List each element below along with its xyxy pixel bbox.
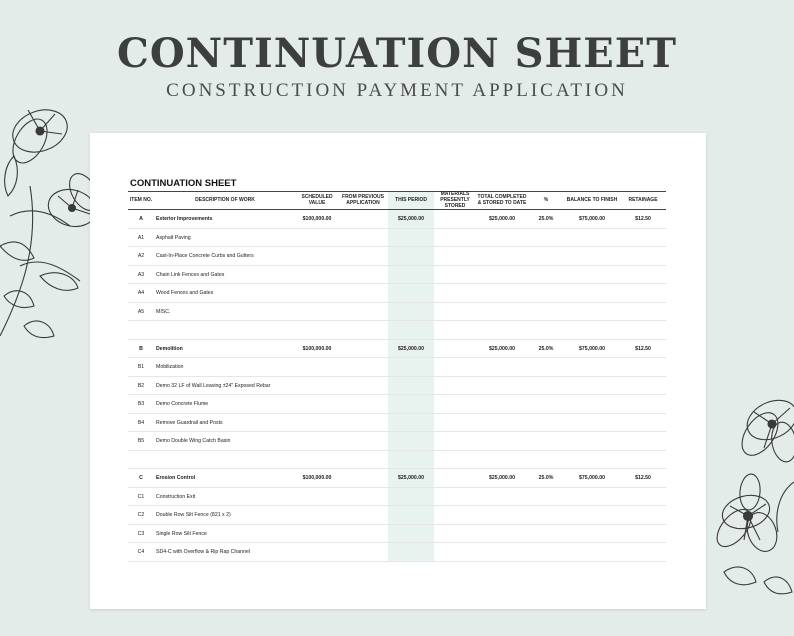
materials-stored-cell	[434, 450, 476, 469]
previous-application-cell	[338, 265, 388, 284]
this-period-cell: $25,000.00	[388, 210, 434, 229]
col-description: DESCRIPTION OF WORK	[154, 192, 296, 210]
percent-cell	[528, 543, 564, 562]
this-period-cell	[388, 284, 434, 303]
scheduled-value-cell	[296, 228, 338, 247]
this-period-cell	[388, 432, 434, 451]
retainage-cell	[620, 376, 666, 395]
total-completed-cell	[476, 247, 528, 266]
this-period-cell	[388, 395, 434, 414]
scheduled-value-cell	[296, 432, 338, 451]
col-balance: BALANCE TO FINISH	[564, 192, 620, 210]
retainage-cell	[620, 450, 666, 469]
item-no-cell: A	[128, 210, 154, 229]
retainage-cell: $12.50	[620, 469, 666, 488]
materials-stored-cell	[434, 210, 476, 229]
materials-stored-cell	[434, 284, 476, 303]
scheduled-value-cell	[296, 376, 338, 395]
col-total-completed: TOTAL COMPLETED & STORED TO DATE	[476, 192, 528, 210]
page-title: CONTINUATION SHEET	[116, 30, 677, 77]
previous-application-cell	[338, 210, 388, 229]
balance-cell	[564, 321, 620, 340]
previous-application-cell	[338, 432, 388, 451]
previous-application-cell	[338, 302, 388, 321]
materials-stored-cell	[434, 487, 476, 506]
table-row	[128, 487, 666, 506]
table-row-section	[128, 469, 666, 488]
total-completed-cell	[476, 506, 528, 525]
balance-cell	[564, 432, 620, 451]
this-period-cell	[388, 543, 434, 562]
description-cell: Exterior Improvements	[154, 210, 296, 229]
retainage-cell	[620, 358, 666, 377]
materials-stored-cell	[434, 432, 476, 451]
description-cell: Wood Fences and Gates	[154, 284, 296, 303]
balance-cell	[564, 284, 620, 303]
description-cell: Remove Guardrail and Posts	[154, 413, 296, 432]
item-no-cell: C2	[128, 506, 154, 525]
percent-cell	[528, 284, 564, 303]
description-cell: Demolition	[154, 339, 296, 358]
previous-application-cell	[338, 358, 388, 377]
balance-cell	[564, 228, 620, 247]
this-period-cell	[388, 358, 434, 377]
scheduled-value-cell	[296, 284, 338, 303]
this-period-cell	[388, 524, 434, 543]
percent-cell	[528, 358, 564, 377]
previous-application-cell	[338, 321, 388, 340]
previous-application-cell	[338, 543, 388, 562]
materials-stored-cell	[434, 302, 476, 321]
total-completed-cell	[476, 487, 528, 506]
item-no-cell: A2	[128, 247, 154, 266]
description-cell: Demo Concrete Flume	[154, 395, 296, 414]
scheduled-value-cell	[296, 524, 338, 543]
materials-stored-cell	[434, 339, 476, 358]
this-period-cell	[388, 413, 434, 432]
col-scheduled-value: SCHEDULED VALUE	[296, 192, 338, 210]
item-no-cell: C4	[128, 543, 154, 562]
balance-cell	[564, 302, 620, 321]
item-no-cell	[128, 321, 154, 340]
percent-cell	[528, 413, 564, 432]
description-cell: Mobilization	[154, 358, 296, 377]
table-row	[128, 228, 666, 247]
page-subtitle: CONSTRUCTION PAYMENT APPLICATION	[166, 80, 628, 101]
total-completed-cell	[476, 321, 528, 340]
description-cell: Asphalt Paving	[154, 228, 296, 247]
this-period-cell	[388, 506, 434, 525]
scheduled-value-cell	[296, 543, 338, 562]
materials-stored-cell	[434, 469, 476, 488]
balance-cell	[564, 413, 620, 432]
percent-cell	[528, 321, 564, 340]
this-period-cell	[388, 228, 434, 247]
description-cell: Single Row Silt Fence	[154, 524, 296, 543]
this-period-cell	[388, 265, 434, 284]
this-period-cell: $25,000.00	[388, 339, 434, 358]
scheduled-value-cell	[296, 358, 338, 377]
table-row	[128, 376, 666, 395]
scheduled-value-cell	[296, 487, 338, 506]
total-completed-cell	[476, 228, 528, 247]
materials-stored-cell	[434, 321, 476, 340]
percent-cell	[528, 265, 564, 284]
percent-cell	[528, 247, 564, 266]
previous-application-cell	[338, 506, 388, 525]
previous-application-cell	[338, 395, 388, 414]
percent-cell: 25.0%	[528, 469, 564, 488]
table-row	[128, 358, 666, 377]
retainage-cell	[620, 543, 666, 562]
item-no-cell: B	[128, 339, 154, 358]
table-row-section	[128, 210, 666, 229]
scheduled-value-cell: $100,000.00	[296, 210, 338, 229]
table-row-blank	[128, 321, 666, 340]
retainage-cell	[620, 506, 666, 525]
materials-stored-cell	[434, 358, 476, 377]
retainage-cell: $12.50	[620, 339, 666, 358]
previous-application-cell	[338, 487, 388, 506]
item-no-cell: A1	[128, 228, 154, 247]
table-row	[128, 506, 666, 525]
col-from-previous: FROM PREVIOUS APPLICATION	[338, 192, 388, 210]
scheduled-value-cell	[296, 450, 338, 469]
col-percent: %	[528, 192, 564, 210]
materials-stored-cell	[434, 506, 476, 525]
total-completed-cell	[476, 284, 528, 303]
balance-cell	[564, 265, 620, 284]
item-no-cell: B3	[128, 395, 154, 414]
balance-cell: $75,000.00	[564, 210, 620, 229]
total-completed-cell	[476, 413, 528, 432]
item-no-cell: A5	[128, 302, 154, 321]
balance-cell	[564, 450, 620, 469]
table-row	[128, 265, 666, 284]
retainage-cell	[620, 524, 666, 543]
description-cell: Demo Double Wing Catch Basin	[154, 432, 296, 451]
scheduled-value-cell	[296, 506, 338, 525]
col-item-no: ITEM NO.	[128, 192, 154, 210]
materials-stored-cell	[434, 247, 476, 266]
description-cell: Double Row Silt Fence (821 x 2)	[154, 506, 296, 525]
col-this-period: THIS PERIOD	[388, 192, 434, 210]
table-row	[128, 302, 666, 321]
retainage-cell	[620, 413, 666, 432]
percent-cell	[528, 432, 564, 451]
table-row	[128, 413, 666, 432]
balance-cell	[564, 376, 620, 395]
item-no-cell: B4	[128, 413, 154, 432]
this-period-cell	[388, 321, 434, 340]
description-cell: MISC.	[154, 302, 296, 321]
materials-stored-cell	[434, 228, 476, 247]
balance-cell	[564, 506, 620, 525]
table-header-row	[128, 192, 666, 210]
this-period-cell	[388, 487, 434, 506]
scheduled-value-cell: $100,000.00	[296, 339, 338, 358]
sheet-title: CONTINUATION SHEET	[130, 178, 237, 189]
this-period-cell: $25,000.00	[388, 469, 434, 488]
balance-cell	[564, 247, 620, 266]
materials-stored-cell	[434, 543, 476, 562]
total-completed-cell	[476, 432, 528, 451]
percent-cell	[528, 487, 564, 506]
retainage-cell	[620, 487, 666, 506]
percent-cell: 25.0%	[528, 210, 564, 229]
balance-cell	[564, 358, 620, 377]
previous-application-cell	[338, 376, 388, 395]
retainage-cell	[620, 432, 666, 451]
item-no-cell: C3	[128, 524, 154, 543]
item-no-cell: B2	[128, 376, 154, 395]
scheduled-value-cell: $100,000.00	[296, 469, 338, 488]
previous-application-cell	[338, 524, 388, 543]
this-period-cell	[388, 247, 434, 266]
balance-cell	[564, 524, 620, 543]
table-row	[128, 432, 666, 451]
previous-application-cell	[338, 469, 388, 488]
retainage-cell	[620, 247, 666, 266]
table-row-section	[128, 339, 666, 358]
item-no-cell: A3	[128, 265, 154, 284]
continuation-table	[128, 191, 666, 562]
total-completed-cell	[476, 450, 528, 469]
description-cell: Erosion Control	[154, 469, 296, 488]
floral-right-illustration	[694, 372, 794, 608]
previous-application-cell	[338, 247, 388, 266]
previous-application-cell	[338, 339, 388, 358]
retainage-cell: $12.50	[620, 210, 666, 229]
percent-cell	[528, 450, 564, 469]
total-completed-cell	[476, 265, 528, 284]
table-row	[128, 543, 666, 562]
balance-cell: $75,000.00	[564, 339, 620, 358]
this-period-cell	[388, 302, 434, 321]
description-cell	[154, 450, 296, 469]
balance-cell: $75,000.00	[564, 469, 620, 488]
description-cell	[154, 321, 296, 340]
previous-application-cell	[338, 228, 388, 247]
total-completed-cell: $25,000.00	[476, 469, 528, 488]
retainage-cell	[620, 265, 666, 284]
this-period-cell	[388, 376, 434, 395]
previous-application-cell	[338, 450, 388, 469]
scheduled-value-cell	[296, 395, 338, 414]
retainage-cell	[620, 302, 666, 321]
scheduled-value-cell	[296, 302, 338, 321]
balance-cell	[564, 487, 620, 506]
percent-cell	[528, 228, 564, 247]
table-row	[128, 395, 666, 414]
percent-cell: 25.0%	[528, 339, 564, 358]
item-no-cell: B5	[128, 432, 154, 451]
this-period-cell	[388, 450, 434, 469]
total-completed-cell	[476, 302, 528, 321]
retainage-cell	[620, 284, 666, 303]
materials-stored-cell	[434, 265, 476, 284]
description-cell: Construction Exit	[154, 487, 296, 506]
description-cell: Demo 32 LF of Wall Leaving ±24" Exposed Rebar	[154, 376, 296, 395]
balance-cell	[564, 543, 620, 562]
retainage-cell	[620, 228, 666, 247]
percent-cell	[528, 302, 564, 321]
description-cell: Cast-In-Place Concrete Curbs and Gutters	[154, 247, 296, 266]
table-row	[128, 284, 666, 303]
scheduled-value-cell	[296, 247, 338, 266]
total-completed-cell	[476, 543, 528, 562]
col-retainage: RETAINAGE	[620, 192, 666, 210]
scheduled-value-cell	[296, 265, 338, 284]
item-no-cell: C1	[128, 487, 154, 506]
item-no-cell: A4	[128, 284, 154, 303]
total-completed-cell	[476, 395, 528, 414]
materials-stored-cell	[434, 395, 476, 414]
percent-cell	[528, 376, 564, 395]
previous-application-cell	[338, 284, 388, 303]
description-cell: SD4-C with Overflow & Rip Rap Channel	[154, 543, 296, 562]
table-row-blank	[128, 450, 666, 469]
materials-stored-cell	[434, 376, 476, 395]
total-completed-cell	[476, 524, 528, 543]
materials-stored-cell	[434, 524, 476, 543]
item-no-cell: B1	[128, 358, 154, 377]
total-completed-cell: $25,000.00	[476, 339, 528, 358]
total-completed-cell	[476, 376, 528, 395]
previous-application-cell	[338, 413, 388, 432]
percent-cell	[528, 524, 564, 543]
table-row	[128, 524, 666, 543]
item-no-cell: C	[128, 469, 154, 488]
item-no-cell	[128, 450, 154, 469]
description-cell: Chain Link Fences and Gates	[154, 265, 296, 284]
materials-stored-cell	[434, 413, 476, 432]
balance-cell	[564, 395, 620, 414]
scheduled-value-cell	[296, 321, 338, 340]
col-materials-stored: MATERIALS PRESENTLY STORED	[434, 192, 476, 210]
table-row	[128, 247, 666, 266]
scheduled-value-cell	[296, 413, 338, 432]
retainage-cell	[620, 395, 666, 414]
continuation-sheet	[90, 133, 706, 609]
total-completed-cell: $25,000.00	[476, 210, 528, 229]
percent-cell	[528, 395, 564, 414]
percent-cell	[528, 506, 564, 525]
retainage-cell	[620, 321, 666, 340]
total-completed-cell	[476, 358, 528, 377]
